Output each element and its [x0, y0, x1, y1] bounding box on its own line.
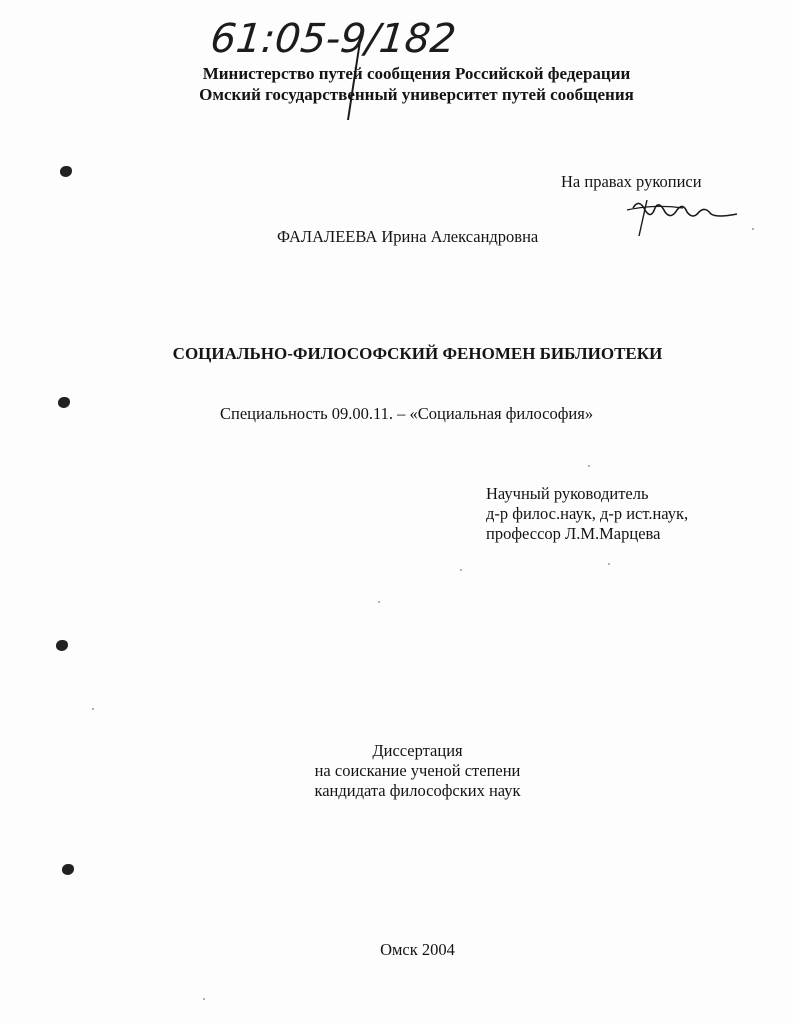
supervisor-degrees: д-р филос.наук, д-р ист.наук, [486, 504, 689, 523]
degree-name: кандидата философских наук [314, 781, 521, 800]
scan-speck [378, 601, 380, 603]
handwritten-signature [625, 194, 740, 238]
punch-hole-mark [58, 397, 70, 408]
ministry-line: Министерство путей сообщения Российской федерации [202, 64, 631, 83]
dissertation-title: СОЦИАЛЬНО-ФИЛОСОФСКИЙ ФЕНОМЕН БИБЛИОТЕКИ [172, 344, 663, 363]
author-name: ФАЛАЛЕЕВА Ирина Александровна [277, 227, 539, 246]
punch-hole-mark [62, 864, 74, 875]
scan-speck [460, 569, 462, 571]
university-line: Омский государственный университет путей сообщения [199, 85, 634, 104]
punch-hole-mark [56, 640, 68, 651]
archive-number-text: 61:05-9/182 [208, 16, 459, 62]
supervisor-block [486, 484, 688, 544]
scan-speck [203, 998, 205, 1000]
scan-speck [752, 228, 754, 230]
rights-note: На правах рукописи [561, 172, 702, 191]
dissertation-block [0, 741, 793, 801]
degree-purpose: на соискание ученой степени [314, 761, 521, 780]
scan-speck [92, 708, 94, 710]
punch-hole-mark [60, 166, 72, 177]
city-year: Омск 2004 [380, 940, 455, 959]
supervisor-label: Научный руководитель [486, 484, 649, 503]
scan-speck [588, 465, 590, 467]
scan-speck [608, 563, 610, 565]
dissertation-label: Диссертация [372, 741, 463, 760]
supervisor-name: профессор Л.М.Марцева [486, 524, 661, 543]
specialty-line: Специальность 09.00.11. – «Социальная философия» [220, 404, 594, 423]
